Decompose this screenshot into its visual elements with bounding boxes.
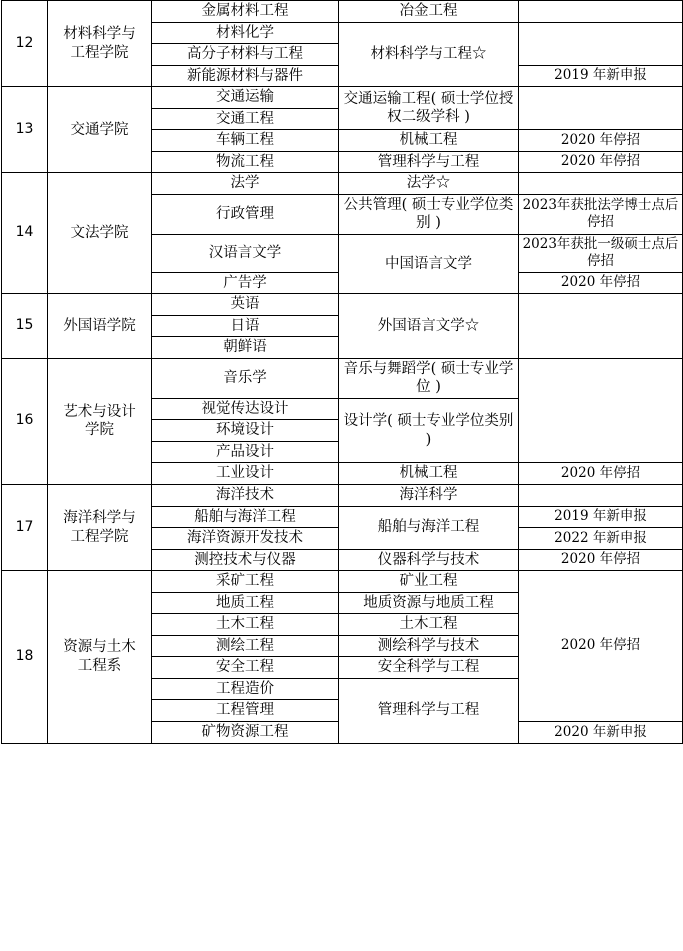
discipline-name: 海洋科学: [339, 485, 519, 507]
remark: [519, 358, 683, 463]
major-name: 广告学: [152, 272, 339, 294]
remark: [519, 294, 683, 359]
discipline-name: 交通运输工程( 硕士学位授权二级学科 ): [339, 87, 519, 130]
major-name: 船舶与海洋工程: [152, 506, 339, 528]
major-name: 行政管理: [152, 194, 339, 234]
discipline-name: 材料科学与工程☆: [339, 22, 519, 87]
table-row: [2, 485, 683, 507]
remark: 2020 年停招: [519, 549, 683, 571]
discipline-name: 外国语言文学☆: [339, 294, 519, 359]
major-name: 音乐学: [152, 358, 339, 398]
discipline-name: 法学☆: [339, 173, 519, 195]
row-index: 14: [2, 173, 48, 294]
remark: 2020 年停招: [519, 130, 683, 152]
remark: 2020 年停招: [519, 571, 683, 722]
discipline-name: 管理科学与工程: [339, 678, 519, 743]
row-index: 12: [2, 1, 48, 87]
college-name: 材料科学与 工程学院: [48, 1, 152, 87]
major-name: 矿物资源工程: [152, 722, 339, 744]
table-row: [2, 173, 683, 195]
discipline-name: 测绘科学与技术: [339, 635, 519, 657]
major-name: 测绘工程: [152, 635, 339, 657]
discipline-name: 公共管理( 硕士专业学位类别 ): [339, 194, 519, 234]
table-row: [2, 87, 683, 109]
college-name: 交通学院: [48, 87, 152, 173]
major-name: 法学: [152, 173, 339, 195]
major-name: 材料化学: [152, 22, 339, 44]
remark: [519, 87, 683, 130]
remark: 2020 年新申报: [519, 722, 683, 744]
remark: [519, 485, 683, 507]
major-name: 测控技术与仪器: [152, 549, 339, 571]
major-name: 视觉传达设计: [152, 398, 339, 420]
discipline-name: 音乐与舞蹈学( 硕士专业学位 ): [339, 358, 519, 398]
college-name: 资源与土木 工程系: [48, 571, 152, 743]
row-index: 15: [2, 294, 48, 359]
remark: 2019 年新申报: [519, 65, 683, 87]
major-name: 交通运输: [152, 87, 339, 109]
remark: 2023年获批法学博士点后停招: [519, 194, 683, 234]
major-name: 交通工程: [152, 108, 339, 130]
table-row: [2, 571, 683, 593]
major-name: 工业设计: [152, 463, 339, 485]
discipline-name: 安全科学与工程: [339, 657, 519, 679]
remark: 2023年获批一级硕士点后停招: [519, 235, 683, 273]
major-name: 土木工程: [152, 614, 339, 636]
college-name: 海洋科学与 工程学院: [48, 485, 152, 571]
discipline-name: 土木工程: [339, 614, 519, 636]
row-index: 17: [2, 485, 48, 571]
major-name: 物流工程: [152, 151, 339, 173]
row-index: 16: [2, 358, 48, 484]
college-name: 外国语学院: [48, 294, 152, 359]
major-name: 朝鲜语: [152, 337, 339, 359]
discipline-name: 矿业工程: [339, 571, 519, 593]
remark: [519, 1, 683, 23]
major-name: 高分子材料与工程: [152, 44, 339, 66]
major-name: 车辆工程: [152, 130, 339, 152]
major-name: 英语: [152, 294, 339, 316]
table-row: [2, 1, 683, 23]
row-index: 18: [2, 571, 48, 743]
college-name: 文法学院: [48, 173, 152, 294]
major-name: 汉语言文学: [152, 235, 339, 273]
major-name: 新能源材料与器件: [152, 65, 339, 87]
college-name: 艺术与设计 学院: [48, 358, 152, 484]
major-name: 工程造价: [152, 678, 339, 700]
major-name: 地质工程: [152, 592, 339, 614]
major-name: 安全工程: [152, 657, 339, 679]
remark: 2020 年停招: [519, 151, 683, 173]
remark: [519, 173, 683, 195]
remark: 2019 年新申报: [519, 506, 683, 528]
row-index: 13: [2, 87, 48, 173]
remark: 2020 年停招: [519, 463, 683, 485]
major-name: 工程管理: [152, 700, 339, 722]
discipline-name: 地质资源与地质工程: [339, 592, 519, 614]
discipline-name: 机械工程: [339, 130, 519, 152]
major-name: 海洋技术: [152, 485, 339, 507]
major-name: 环境设计: [152, 420, 339, 442]
major-name: 日语: [152, 315, 339, 337]
discipline-name: 中国语言文学: [339, 235, 519, 294]
major-name: 海洋资源开发技术: [152, 528, 339, 550]
discipline-name: 仪器科学与技术: [339, 549, 519, 571]
discipline-name: 设计学( 硕士专业学位类别 ): [339, 398, 519, 463]
discipline-name: 管理科学与工程: [339, 151, 519, 173]
table-row: [2, 294, 683, 316]
majors-table: [1, 0, 683, 744]
discipline-name: 机械工程: [339, 463, 519, 485]
major-name: 采矿工程: [152, 571, 339, 593]
table-body: [2, 1, 683, 744]
remark: 2020 年停招: [519, 272, 683, 294]
remark: [519, 22, 683, 65]
remark: 2022 年新申报: [519, 528, 683, 550]
major-name: 金属材料工程: [152, 1, 339, 23]
discipline-name: 船舶与海洋工程: [339, 506, 519, 549]
table-row: [2, 358, 683, 398]
major-name: 产品设计: [152, 441, 339, 463]
discipline-name: 冶金工程: [339, 1, 519, 23]
